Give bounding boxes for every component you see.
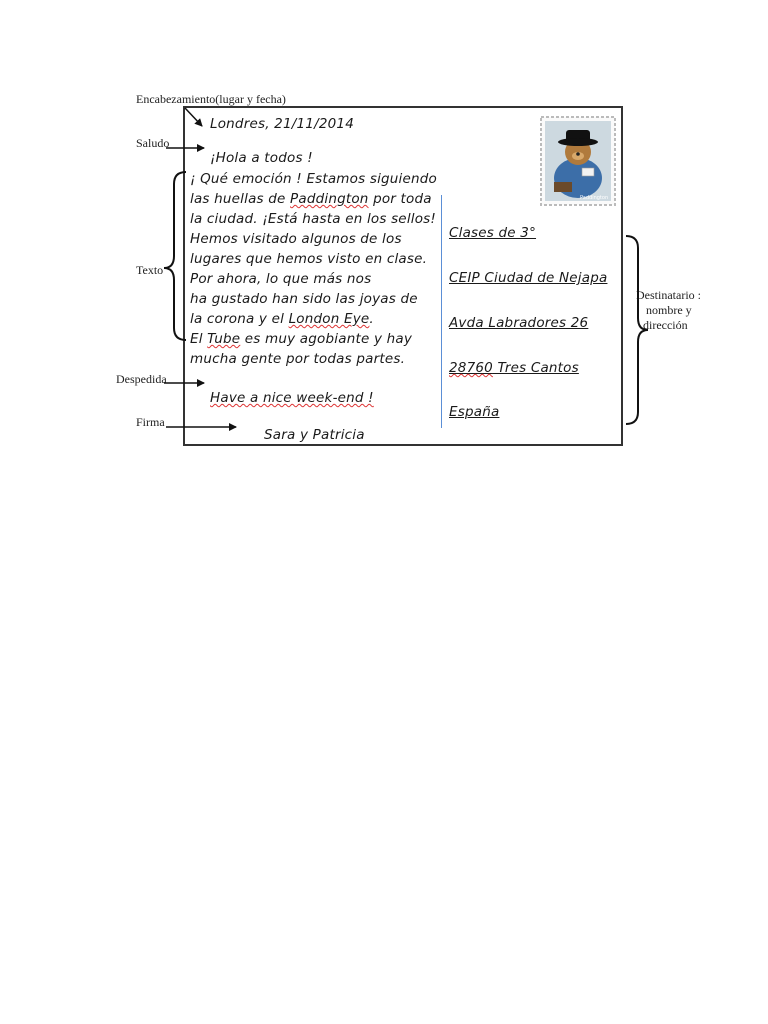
label-direccion: dirección [643,318,688,332]
paddington-stamp [540,116,616,206]
stamp-image [540,116,616,206]
tube-word: Tube [207,331,241,347]
label-firma: Firma [136,415,165,429]
body-line-7: ha gustado han sido las joyas de [190,291,418,307]
body-line-6: Por ahora, lo que más nos [190,271,372,287]
body-line-9 [190,331,412,347]
label-despedida: Despedida [116,372,167,386]
body-line-8 [190,311,374,327]
body-line-2-a: las huellas de [190,191,291,207]
label-saludo: Saludo [136,136,170,150]
body-line-4: Hemos visitado algunos de los [190,231,402,247]
address-line-4 [449,360,579,376]
address-line-2: CEIP Ciudad de Nejapa [449,270,608,286]
body-line-9-c: es muy agobiante y hay [240,331,413,347]
city: Tres Cantos [492,360,579,376]
london-eye-word: London Eye [288,311,370,327]
label-texto: Texto [136,263,164,277]
signature: Sara y Patricia [264,427,365,443]
label-nombre: nombre y [646,303,692,317]
body-line-2-c: por toda [368,191,432,207]
address-line-3: Avda Labradores 26 [449,315,589,331]
paddington-word: Paddington [290,191,369,207]
address-line-1: Clases de 3° [449,225,537,241]
body-line-1: ¡ Qué emoción ! Estamos siguiendo [190,171,437,187]
address-line-5: España [449,404,500,420]
label-encabezamiento: Encabezamiento(lugar y fecha) [136,92,286,106]
greeting: ¡Hola a todos ! [210,150,313,166]
body-line-5: lugares que hemos visto en clase. [190,251,428,267]
postcard-divider [441,195,442,428]
body-line-3: la ciudad. ¡Está hasta en los sellos! [190,211,437,227]
body-line-8-c: . [369,311,374,327]
place-date: Londres, 21/11/2014 [210,116,354,132]
body-line-8-a: la corona y el [190,311,289,327]
stamp-caption: Paddington [580,195,609,201]
postal-code: 28760 [449,360,493,376]
label-destinatario: Destinatario : [636,288,701,302]
body-line-2 [190,191,432,207]
body-line-9-a: El [190,331,208,347]
closing: Have a nice week-end ! [210,390,374,406]
body-line-10: mucha gente por todas partes. [190,351,406,367]
